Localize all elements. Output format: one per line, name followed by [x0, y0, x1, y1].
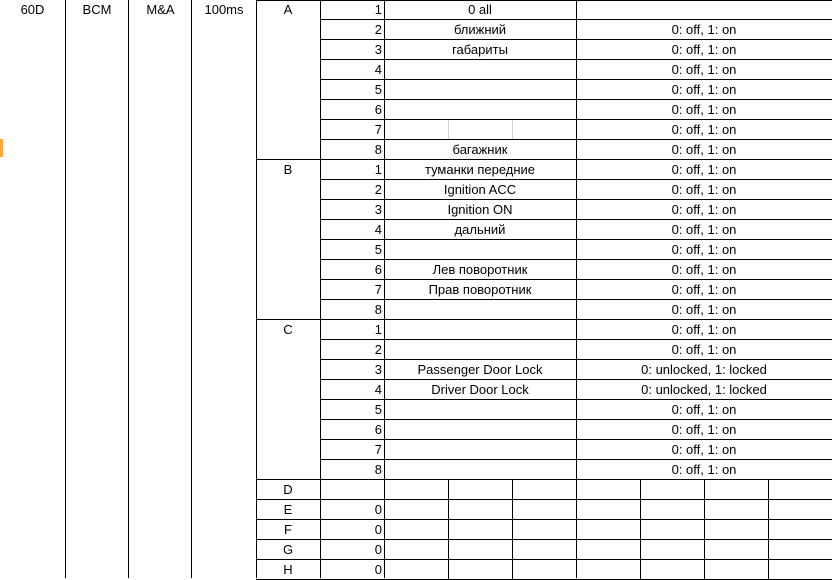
- column-divider: [191, 0, 192, 578]
- group-label[interactable]: B: [283, 162, 293, 177]
- bit-cell[interactable]: 8: [374, 302, 382, 317]
- bit-cell[interactable]: 1: [374, 322, 382, 337]
- cell-divider: [768, 500, 769, 520]
- signal-name-cell[interactable]: 0 all: [468, 2, 492, 17]
- cell-divider: [512, 540, 513, 560]
- signal-name-cell[interactable]: [384, 60, 576, 80]
- signal-name-cell[interactable]: дальний: [454, 222, 506, 237]
- cell-divider: [512, 560, 513, 580]
- signal-name-cell[interactable]: [384, 400, 576, 420]
- bit-cell[interactable]: 4: [374, 62, 382, 77]
- value-description-cell[interactable]: 0: off, 1: on: [671, 302, 737, 317]
- signal-name-cell[interactable]: Driver Door Lock: [431, 382, 529, 397]
- row-divider: [256, 0, 832, 1]
- cell-divider: [768, 540, 769, 560]
- bit-cell[interactable]: 8: [374, 462, 382, 477]
- signal-name-cell[interactable]: Ignition ON: [447, 202, 513, 217]
- signal-name-cell[interactable]: [384, 80, 576, 100]
- value-description-cell[interactable]: 0: off, 1: on: [671, 222, 737, 237]
- value-description-cell[interactable]: 0: off, 1: on: [671, 82, 737, 97]
- cell-divider: [448, 500, 449, 520]
- cell-divider: [448, 540, 449, 560]
- cell-divider: [512, 480, 513, 500]
- group-label[interactable]: A: [283, 2, 293, 17]
- signal-name-cell[interactable]: [384, 100, 576, 120]
- signal-name-cell[interactable]: Passenger Door Lock: [417, 362, 543, 377]
- value-description-cell[interactable]: 0: unlocked, 1: locked: [641, 362, 767, 377]
- bit-cell[interactable]: 4: [374, 222, 382, 237]
- signal-name-cell[interactable]: Ignition ACC: [443, 182, 517, 197]
- signal-name-cell[interactable]: [384, 440, 576, 460]
- cell-divider: [704, 480, 705, 500]
- bit-cell[interactable]: 7: [374, 442, 382, 457]
- signal-name-cell[interactable]: [384, 460, 576, 480]
- value-description-cell[interactable]: 0: off, 1: on: [671, 182, 737, 197]
- cell-divider: [704, 520, 705, 540]
- bit-cell[interactable]: 1: [374, 2, 382, 17]
- value-description-cell[interactable]: 0: off, 1: on: [671, 142, 737, 157]
- signal-name-cell[interactable]: [384, 500, 576, 520]
- value-description-cell[interactable]: 0: off, 1: on: [671, 22, 737, 37]
- value-description-cell[interactable]: 0: off, 1: on: [671, 162, 737, 177]
- group-label[interactable]: F: [284, 522, 292, 537]
- period-cell[interactable]: 100ms: [204, 2, 244, 17]
- signal-name-cell[interactable]: [384, 420, 576, 440]
- bit-cell[interactable]: 1: [374, 162, 382, 177]
- signal-name-cell[interactable]: Лев поворотник: [432, 262, 528, 277]
- cell-divider: [704, 560, 705, 580]
- bit-cell[interactable]: 7: [374, 122, 382, 137]
- cell-divider: [768, 480, 769, 500]
- bit-cell[interactable]: 2: [374, 22, 382, 37]
- faint-gridline: [448, 120, 449, 139]
- cell-divider: [448, 520, 449, 540]
- bit-cell[interactable]: 6: [374, 102, 382, 117]
- bit-cell[interactable]: 5: [374, 402, 382, 417]
- cell-divider: [640, 560, 641, 580]
- cell-divider: [704, 500, 705, 520]
- signal-name-cell[interactable]: [384, 520, 576, 540]
- value-description-cell[interactable]: 0: off, 1: on: [671, 462, 737, 477]
- bit-cell[interactable]: 0: [374, 522, 382, 537]
- type-cell[interactable]: M&A: [146, 2, 175, 17]
- signal-name-cell[interactable]: [384, 340, 576, 360]
- group-label[interactable]: H: [283, 562, 293, 577]
- group-label[interactable]: E: [283, 502, 293, 517]
- cell-divider: [512, 520, 513, 540]
- faint-gridline: [512, 120, 513, 139]
- cell-highlight-marker: [0, 139, 3, 157]
- cell-divider: [640, 500, 641, 520]
- bit-cell[interactable]: 8: [374, 142, 382, 157]
- signal-name-cell[interactable]: ближний: [453, 22, 507, 37]
- signal-name-cell[interactable]: [384, 560, 576, 580]
- signal-name-cell[interactable]: [384, 480, 576, 500]
- message-id-cell[interactable]: 60D: [20, 2, 45, 17]
- value-description-cell[interactable]: 0: off, 1: on: [671, 42, 737, 57]
- value-description-cell[interactable]: [576, 0, 832, 20]
- bit-cell[interactable]: 6: [374, 422, 382, 437]
- signal-name-cell[interactable]: [384, 120, 576, 140]
- signal-name-cell[interactable]: [384, 300, 576, 320]
- cell-divider: [512, 500, 513, 520]
- bit-cell[interactable]: 6: [374, 262, 382, 277]
- value-description-cell[interactable]: 0: off, 1: on: [671, 342, 737, 357]
- bit-cell[interactable]: 2: [374, 342, 382, 357]
- bit-cell[interactable]: 3: [374, 362, 382, 377]
- value-description-cell[interactable]: 0: off, 1: on: [671, 122, 737, 137]
- group-label[interactable]: C: [283, 322, 293, 337]
- group-label[interactable]: D: [283, 482, 293, 497]
- cell-divider: [640, 520, 641, 540]
- signal-name-cell[interactable]: [384, 320, 576, 340]
- cell-divider: [448, 480, 449, 500]
- value-description-cell[interactable]: 0: off, 1: on: [671, 422, 737, 437]
- bit-cell[interactable]: 7: [374, 282, 382, 297]
- cell-divider: [704, 540, 705, 560]
- bit-cell[interactable]: 5: [374, 242, 382, 257]
- value-description-cell[interactable]: 0: off, 1: on: [671, 262, 737, 277]
- bit-cell[interactable]: 2: [374, 182, 382, 197]
- value-description-cell[interactable]: 0: unlocked, 1: locked: [641, 382, 767, 397]
- signal-name-cell[interactable]: [384, 240, 576, 260]
- group-label[interactable]: G: [282, 542, 294, 557]
- module-cell[interactable]: BCM: [82, 2, 112, 17]
- value-description-cell[interactable]: 0: off, 1: on: [671, 202, 737, 217]
- value-description-cell[interactable]: 0: off, 1: on: [671, 322, 737, 337]
- cell-divider: [640, 480, 641, 500]
- column-divider: [128, 0, 129, 578]
- column-divider: [65, 0, 66, 578]
- bit-cell[interactable]: 5: [374, 82, 382, 97]
- value-description-cell[interactable]: 0: off, 1: on: [671, 242, 737, 257]
- signal-name-cell[interactable]: туманки передние: [424, 162, 536, 177]
- bit-cell[interactable]: 0: [374, 542, 382, 557]
- bit-cell[interactable]: 3: [374, 202, 382, 217]
- bit-cell[interactable]: [320, 480, 384, 500]
- value-description-cell[interactable]: 0: off, 1: on: [671, 282, 737, 297]
- signal-name-cell[interactable]: багажник: [452, 142, 508, 157]
- signal-name-cell[interactable]: габариты: [452, 42, 508, 57]
- bit-cell[interactable]: 0: [374, 562, 382, 577]
- bit-cell[interactable]: 0: [374, 502, 382, 517]
- value-description-cell[interactable]: 0: off, 1: on: [671, 402, 737, 417]
- cell-divider: [768, 560, 769, 580]
- cell-divider: [640, 540, 641, 560]
- bit-cell[interactable]: 4: [374, 382, 382, 397]
- value-description-cell[interactable]: 0: off, 1: on: [671, 62, 737, 77]
- value-description-cell[interactable]: 0: off, 1: on: [671, 442, 737, 457]
- bit-cell[interactable]: 3: [374, 42, 382, 57]
- signal-name-cell[interactable]: [384, 540, 576, 560]
- cell-divider: [768, 520, 769, 540]
- cell-divider: [448, 560, 449, 580]
- signal-name-cell[interactable]: Прав поворотник: [428, 282, 532, 297]
- value-description-cell[interactable]: 0: off, 1: on: [671, 102, 737, 117]
